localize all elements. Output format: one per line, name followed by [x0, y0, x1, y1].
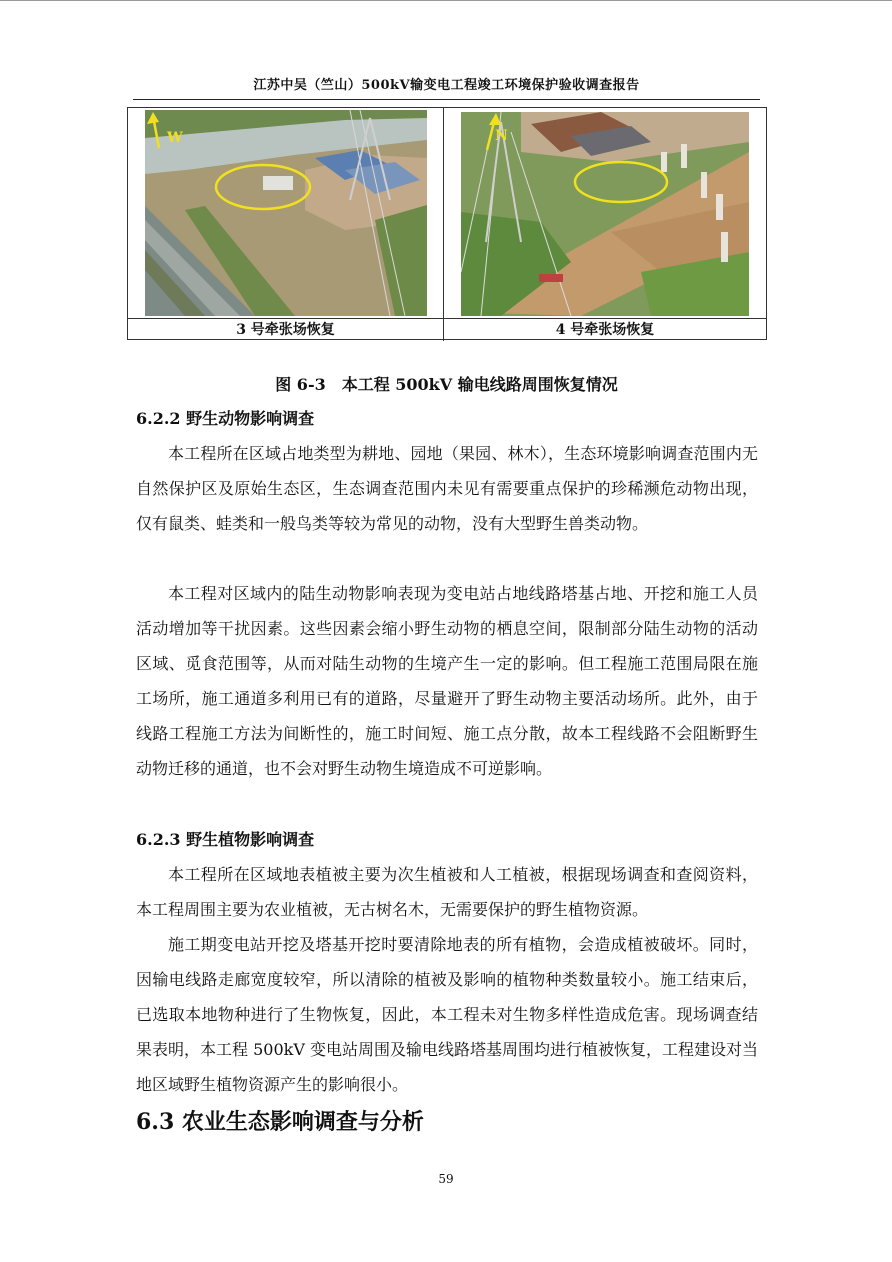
- aerial-photo-site-4: [461, 112, 749, 316]
- figure-caption-row: [128, 318, 766, 341]
- aerial-photo-site-3: [145, 110, 427, 316]
- section-heading-6-3: 6.3 农业生态影响调查与分析: [136, 1109, 424, 1135]
- figure-cell-right: [444, 108, 766, 318]
- top-border-line: [0, 0, 892, 1]
- figure-title: 图 6-3 本工程 500kV 输电线路周围恢复情况: [275, 375, 618, 394]
- compass-label-n: N: [495, 128, 508, 144]
- running-head: 江苏中吴（竺山）500kV输变电工程竣工环境保护验收调查报告: [253, 78, 640, 93]
- photo-caption-site-4: 4 号牵张场恢复: [555, 322, 655, 338]
- paragraph-6-2-3-2: 施工期变电站开挖及塔基开挖时要清除地表的所有植物，会造成植被破坏。同时，因输电线路走廊宽度较窄，所以清除的植被及影响的植物种类数量较小。施工结束后，已选取本地物种进行了生物恢复，因此，本工程未对生物多样性造成危害。现场调查结果表明，本工程 500kV 变电站周围及输电线路塔基周围均进行植被恢复，工程建设对当地区域野生植物资源产生的影响很小。: [136, 935, 758, 1094]
- photo-caption-site-3: 3 号牵张场恢复: [128, 319, 444, 341]
- section-heading-6-2-2: 6.2.2 野生动物影响调查: [136, 409, 315, 428]
- header-rule: [133, 99, 760, 100]
- section-heading-6-2-3: 6.2.3 野生植物影响调查: [136, 830, 315, 849]
- aerial-photo-site-3-image: [145, 110, 427, 316]
- compass-label-w: W: [167, 130, 183, 146]
- figure-cell-left: [128, 108, 444, 318]
- figure-table: [127, 107, 767, 340]
- paragraph-6-2-2-1: 本工程所在区域占地类型为耕地、园地（果园、林木），生态环境影响调查范围内无自然保护区及原始生态区，生态调查范围内未见有需要重点保护的珍稀濒危动物出现，仅有鼠类、蛙类和一般鸟类等较为常见的动物，没有大型野生兽类动物。: [136, 444, 758, 533]
- page-number: 59: [438, 1172, 454, 1186]
- paragraph-6-2-3-1: 本工程所在区域地表植被主要为次生植被和人工植被，根据现场调查和查阅资料，本工程周围主要为农业植被，无古树名木，无需要保护的野生植物资源。: [136, 865, 758, 919]
- paragraph-6-2-2-2: 本工程对区域内的陆生动物影响表现为变电站占地线路塔基占地、开挖和施工人员活动增加等干扰因素。这些因素会缩小野生动物的栖息空间，限制部分陆生动物的活动区域、觅食范围等，从而对陆生动物的生境产生一定的影响。但工程施工范围局限在施工场所，施工通道多利用已有的道路，尽量避开了野生动物主要活动场所。此外，由于线路工程施工方法为间断性的，施工时间短、施工点分散，故本工程线路不会阻断野生动物迁移的通道，也不会对野生动物生境造成不可逆影响。: [136, 584, 758, 778]
